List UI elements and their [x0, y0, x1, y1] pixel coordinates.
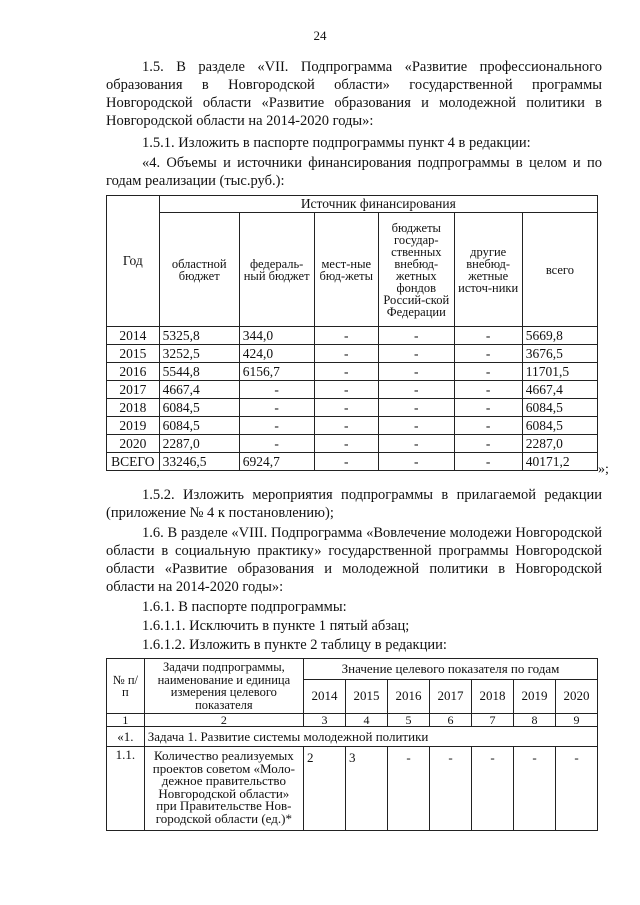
finance-value-cell: 3676,5 [522, 345, 597, 363]
indicator-value-cell: - [513, 747, 555, 831]
column-number: 2 [144, 714, 303, 727]
header-source: Источник финансирования [159, 196, 597, 213]
column-number: 4 [345, 714, 387, 727]
header-number: № п/п [107, 659, 145, 714]
task-number: «1. [107, 727, 145, 747]
column-number: 9 [555, 714, 597, 727]
finance-value-cell: 6924,7 [239, 453, 314, 471]
paragraph-1-5-2: 1.5.2. Изложить мероприятия подпрограммы в прилагаемой редакции (приложение № 4 к постановлению); [106, 487, 602, 521]
finance-value-cell: - [314, 453, 379, 471]
year-header: 2016 [387, 680, 429, 714]
finance-value-cell: - [454, 327, 522, 345]
finance-year-cell: 2020 [107, 435, 160, 453]
finance-column-header: бюджеты государ-ственных внебюд-жетных фондов Россий-ской Федерации [379, 213, 455, 327]
finance-value-cell: 3252,5 [159, 345, 239, 363]
finance-value-cell: - [454, 435, 522, 453]
paragraph-1-5: 1.5. В разделе «VII. Подпрограмма «Развитие профессионального образования в Новгородской области» государственной программы Новгородской области «Развитие образования и молодежной политики в Новгородской области на 2014-2020 годы»: [106, 59, 602, 129]
page-number: 24 [313, 28, 327, 43]
task-title: Задача 1. Развитие системы молодежной политики [144, 727, 597, 747]
paragraph-1-6: 1.6. В разделе «VIII. Подпрограмма «Вовлечение молодежи Новгородской области в социальную практику» государственной программы Новгородской области «Развитие образования и молодежной политики в Новгородской области на 2014-2020 годы»: [106, 525, 602, 595]
finance-value-cell: - [239, 417, 314, 435]
finance-value-cell: - [379, 381, 455, 399]
column-number: 1 [107, 714, 145, 727]
column-number: 6 [429, 714, 471, 727]
indicator-value-cell: 3 [345, 747, 387, 831]
finance-value-cell: 11701,5 [522, 363, 597, 381]
finance-year-cell: 2014 [107, 327, 160, 345]
finance-row [107, 381, 598, 399]
finance-value-cell: 2287,0 [522, 435, 597, 453]
indicator-value-cell: 2 [303, 747, 345, 831]
finance-row [107, 453, 598, 471]
indicator-value-cell: - [429, 747, 471, 831]
finance-value-cell: 33246,5 [159, 453, 239, 471]
finance-value-cell: - [379, 453, 455, 471]
finance-row [107, 363, 598, 381]
finance-value-cell: - [379, 363, 455, 381]
finance-year-cell: 2018 [107, 399, 160, 417]
finance-value-cell: 6084,5 [159, 399, 239, 417]
finance-year-cell: 2015 [107, 345, 160, 363]
finance-value-cell: - [379, 399, 455, 417]
finance-value-cell: 6084,5 [159, 417, 239, 435]
year-header: 2018 [471, 680, 513, 714]
finance-value-cell: - [314, 435, 379, 453]
indicator-table [106, 658, 598, 831]
header-task: Задачи подпрограммы, наименование и единица измерения целевого показателя [144, 659, 303, 714]
finance-column-header: другие внебюд-жетные источ-ники [454, 213, 522, 327]
indicator-value-cell: - [471, 747, 513, 831]
paragraph-1-6-1-1: 1.6.1.1. Исключить в пункте 1 пятый абзац; [142, 618, 410, 634]
finance-row [107, 435, 598, 453]
column-number: 5 [387, 714, 429, 727]
finance-value-cell: - [314, 345, 379, 363]
indicator-number: 1.1. [107, 747, 145, 831]
year-header: 2014 [303, 680, 345, 714]
year-header: 2017 [429, 680, 471, 714]
finance-value-cell: - [454, 417, 522, 435]
finance-value-cell: 344,0 [239, 327, 314, 345]
paragraph-item-4: «4. Объемы и источники финансирования подпрограммы в целом и по годам реализации (тыс.руб.): [106, 155, 602, 189]
indicator-name: Количество реализуемых проектов советом «Моло-дежное правительство Новгородской области» при Правительстве Нов-городской области (ед.)* [144, 747, 303, 831]
finance-column-header: федераль-ный бюджет [239, 213, 314, 327]
finance-value-cell: - [239, 381, 314, 399]
finance-row [107, 417, 598, 435]
finance-value-cell: - [454, 381, 522, 399]
paragraph-1-6-1-2: 1.6.1.2. Изложить в пункте 2 таблицу в редакции: [142, 637, 447, 653]
paragraph-1-6-1: 1.6.1. В паспорте подпрограммы: [142, 599, 347, 615]
finance-value-cell: - [314, 363, 379, 381]
paragraph-1-5-1: 1.5.1. Изложить в паспорте подпрограммы пункт 4 в редакции: [142, 135, 531, 151]
finance-value-cell: - [379, 345, 455, 363]
header-year: Год [107, 196, 160, 327]
finance-column-header: мест-ные бюд-жеты [314, 213, 379, 327]
finance-value-cell: - [314, 327, 379, 345]
indicator-value-cell: - [387, 747, 429, 831]
column-number: 8 [513, 714, 555, 727]
year-header: 2020 [555, 680, 597, 714]
indicator-value-cell: - [555, 747, 597, 831]
finance-value-cell: 424,0 [239, 345, 314, 363]
finance-value-cell: - [454, 453, 522, 471]
finance-value-cell: - [454, 345, 522, 363]
finance-value-cell: 6156,7 [239, 363, 314, 381]
finance-year-cell: ВСЕГО [107, 453, 160, 471]
finance-row [107, 399, 598, 417]
finance-value-cell: - [314, 381, 379, 399]
finance-value-cell: 5544,8 [159, 363, 239, 381]
finance-table [106, 195, 598, 471]
finance-value-cell: 6084,5 [522, 417, 597, 435]
finance-value-cell: 4667,4 [159, 381, 239, 399]
header-values: Значение целевого показателя по годам [303, 659, 597, 680]
finance-year-cell: 2019 [107, 417, 160, 435]
finance-year-cell: 2016 [107, 363, 160, 381]
finance-value-cell: - [314, 417, 379, 435]
column-number: 7 [471, 714, 513, 727]
finance-value-cell: - [454, 363, 522, 381]
finance-year-cell: 2017 [107, 381, 160, 399]
finance-value-cell: 5669,8 [522, 327, 597, 345]
finance-column-header: областной бюджет [159, 213, 239, 327]
finance-row [107, 327, 598, 345]
finance-value-cell: 40171,2 [522, 453, 597, 471]
year-header: 2019 [513, 680, 555, 714]
finance-value-cell: - [379, 435, 455, 453]
finance-column-header: всего [522, 213, 597, 327]
column-number: 3 [303, 714, 345, 727]
finance-value-cell: 2287,0 [159, 435, 239, 453]
finance-value-cell: - [239, 435, 314, 453]
table-end-mark: »; [598, 462, 609, 477]
finance-value-cell: - [454, 399, 522, 417]
finance-value-cell: - [239, 399, 314, 417]
finance-value-cell: 6084,5 [522, 399, 597, 417]
year-header: 2015 [345, 680, 387, 714]
finance-value-cell: - [379, 327, 455, 345]
finance-value-cell: 5325,8 [159, 327, 239, 345]
finance-value-cell: - [314, 399, 379, 417]
finance-value-cell: 4667,4 [522, 381, 597, 399]
finance-value-cell: - [379, 417, 455, 435]
finance-row [107, 345, 598, 363]
